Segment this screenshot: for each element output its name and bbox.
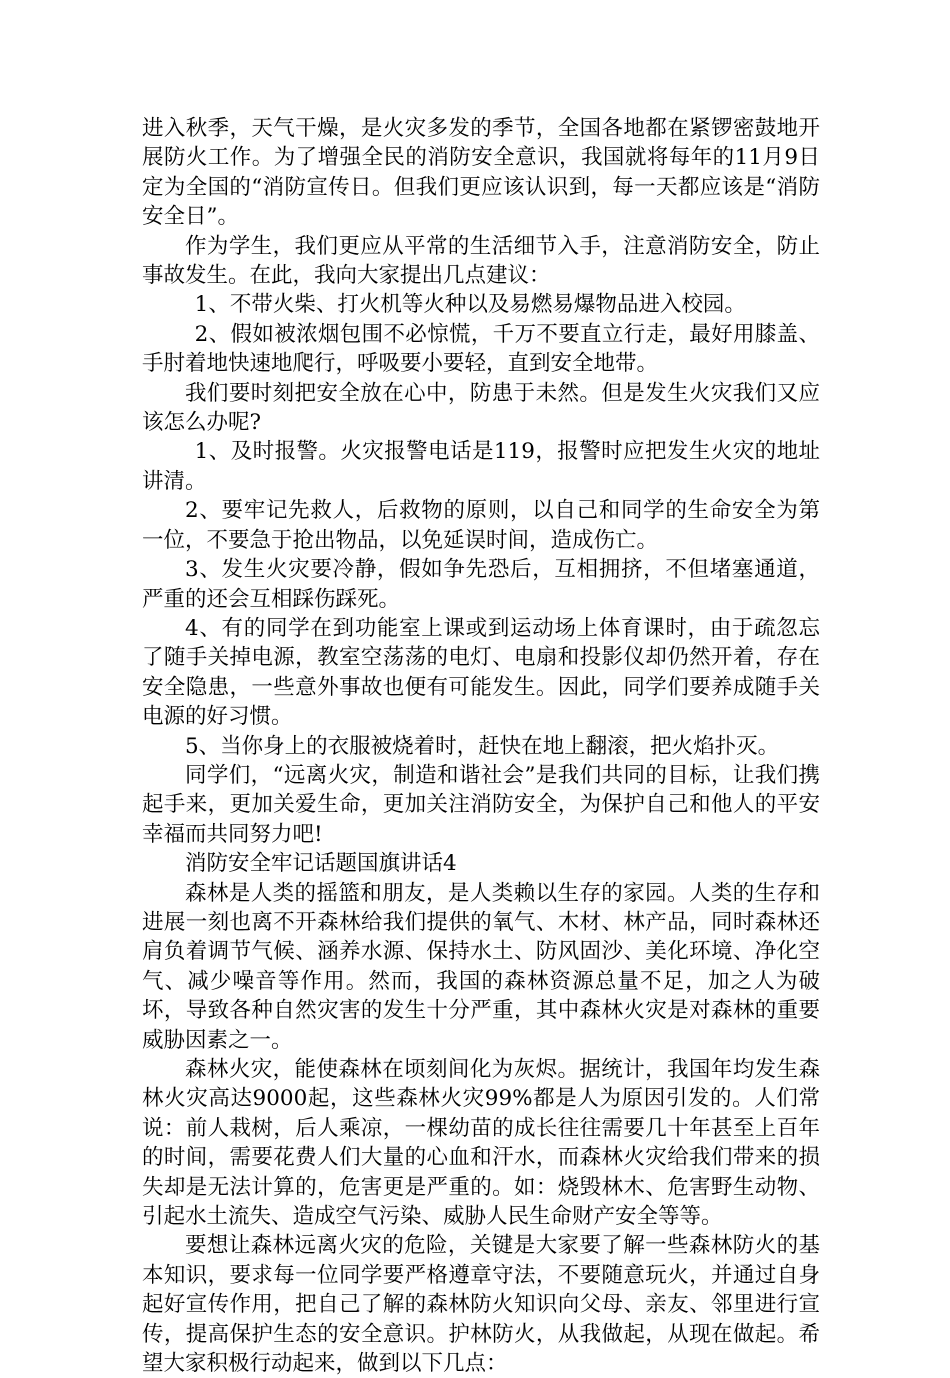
paragraph-forest-prevention: 要想让森林远离火灾的危险，关键是大家要了解一些森林防火的基本知识，要求每一位同学要严格遵章守法，不要随意玩火，并通过自身起好宣传作用，把自己了解的森林防火知识向父母、亲友、邻里进行宣传，提高保护生态的安全意识。护林防火，从我做起，从现在做起。希望大家积极行动起来，做到以下几点：: [142, 1233, 820, 1377]
paragraph-what-to-do: 我们要时刻把安全放在心中，防患于未然。但是发生火灾我们又应该怎么办呢?: [142, 380, 820, 436]
section-heading: 消防安全牢记话题国旗讲话4: [185, 851, 457, 877]
paragraph-forest-intro: 森林是人类的摇篮和朋友，是人类赖以生存的家园。人类的生存和进展一刻也离不开森林给我们提供的氧气、木材、林产品，同时森林还肩负着调节气候、涵养水源、保持水土、防风固沙、美化环境、净化空气、减少噪音等作用。然而，我国的森林资源总量不足，加之人为破坏，导致各种自然灾害的发生十分严重，其中森林火灾是对森林的重要威胁因素之一。: [142, 880, 820, 1053]
document-body: [142, 114, 820, 1378]
paragraph-suggestion-1: 1、不带火柴、打火机等火种以及易燃易爆物品进入校园。: [194, 292, 746, 318]
paragraph-action-5: 5、当你身上的衣服被烧着时，赶快在地上翻滚，把火焰扑灭。: [185, 733, 780, 759]
paragraph-action-3: 3、发生火灾要冷静，假如争先恐后，互相拥挤，不但堵塞通道，严重的还会互相踩伤踩死。: [142, 557, 820, 612]
paragraph-suggestions-intro: 作为学生，我们更应从平常的生活细节入手，注意消防安全，防止事故发生。在此，我向大家提出几点建议：: [142, 233, 820, 289]
paragraph-action-4: 4、有的同学在到功能室上课或到运动场上体育课时，由于疏忽忘了随手关掉电源，教室空荡荡的电灯、电扇和投影仪却仍然开着，存在安全隐患，一些意外事故也便有可能发生。因此，同学们要养成随手关电源的好习惯。: [142, 615, 820, 730]
paragraph-action-1: 1、及时报警。火灾报警电话是119，报警时应把发生火灾的地址讲清。: [142, 439, 820, 494]
paragraph-action-2: 2、要牢记先救人，后救物的原则，以自己和同学的生命安全为第一位，不要急于抢出物品，以免延误时间，造成伤亡。: [142, 498, 820, 553]
paragraph-forest-fire: 森林火灾，能使森林在顷刻间化为灰烬。据统计，我国年均发生森林火灾高达9000起，这些森林火灾99%都是人为原因引发的。人们常说：前人栽树，后人乘凉，一棵幼苗的成长往往需要几十年甚至上百年的时间，需要花费人们大量的心血和汗水，而森林火灾给我们带来的损失却是无法计算的，危害更是严重的。如：烧毁林木、危害野生动物、引起水土流失、造成空气污染、威胁人民生命财产安全等等。: [142, 1057, 820, 1230]
paragraph-closing: 同学们，“远离火灾，制造和谐社会”是我们共同的目标，让我们携起手来，更加关爱生命，更加关注消防安全，为保护自己和他人的平安幸福而共同努力吧!: [142, 762, 820, 847]
paragraph-intro: 进入秋季，天气干燥，是火灾多发的季节，全国各地都在紧锣密鼓地开展防火工作。为了增强全民的消防安全意识，我国就将每年的11月9日定为全国的“消防宣传日。但我们更应该认识到，每一天都应该是“消防安全日”。: [142, 116, 820, 230]
paragraph-suggestion-2: 2、假如被浓烟包围不必惊慌，千万不要直立行走，最好用膝盖、手肘着地快速地爬行，呼吸要小要轻，直到安全地带。: [142, 321, 820, 377]
